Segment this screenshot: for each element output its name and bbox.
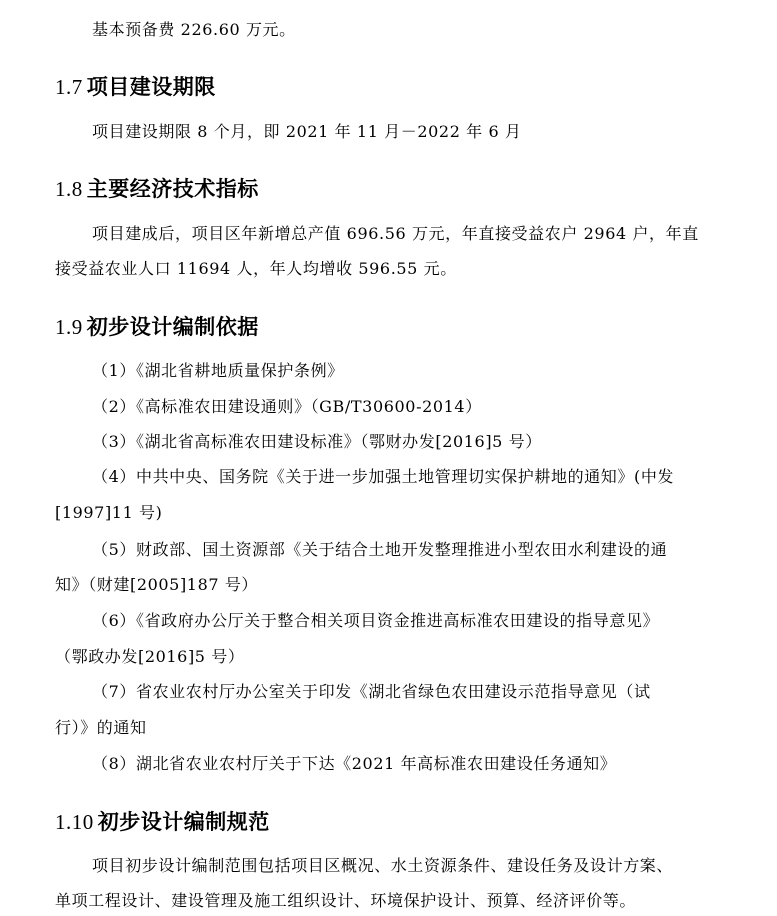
- basis-item-5-line-2: 知》（财建[2005]187 号）: [55, 575, 259, 594]
- basis-item-8: （8）湖北省农业农村厅关于下达《2021 年高标准农田建设任务通知》: [92, 754, 617, 773]
- basis-item-4-line-2: [1997]11 号): [55, 503, 163, 522]
- basis-item-1: （1）《湖北省耕地质量保护条例》: [92, 361, 344, 380]
- budget-paragraph: 基本预备费 226.60 万元。: [92, 20, 296, 39]
- period-paragraph: 项目建设期限 8 个月，即 2021 年 11 月－2022 年 6 月: [92, 122, 522, 141]
- basis-item-2: （2）《高标准农田建设通则》（GB/T30600-2014）: [92, 397, 482, 416]
- section-number: 1.7: [55, 75, 83, 99]
- section-title: 初步设计编制规范: [97, 810, 270, 834]
- section-heading-1-8: [55, 176, 259, 202]
- basis-item-6-line-1: （6）《省政府办公厅关于整合相关项目资金推进高标准农田建设的指导意见》: [92, 611, 660, 630]
- basis-item-6-line-2: （鄂政办发[2016]5 号）: [55, 647, 245, 666]
- section-number: 1.9: [55, 315, 83, 339]
- econ-paragraph-line-2: 接受益农业人口 11694 人，年人均增收 596.55 元。: [55, 259, 457, 278]
- section-title: 初步设计编制依据: [86, 315, 259, 339]
- basis-item-7-line-2: 行）》的通知: [55, 718, 147, 737]
- basis-item-5-line-1: （5）财政部、国土资源部《关于结合土地开发整理推进小型农田水利建设的通: [92, 540, 668, 559]
- section-heading-1-9: [55, 314, 259, 340]
- section-heading-1-10: [55, 809, 270, 835]
- section-number: 1.10: [55, 810, 94, 834]
- basis-item-3: （3）《湖北省高标准农田建设标准》（鄂财办发[2016]5 号）: [92, 432, 542, 451]
- basis-item-7-line-1: （7）省农业农村厅办公室关于印发《湖北省绿色农田建设示范指导意见（试: [92, 682, 651, 701]
- section-title: 项目建设期限: [86, 75, 216, 99]
- basis-item-4-line-1: （4）中共中央、国务院《关于进一步加强土地管理切实保护耕地的通知》(中发: [92, 467, 675, 486]
- norm-paragraph-line-1: 项目初步设计编制范围包括项目区概况、水土资源条件、建设任务及设计方案、: [92, 856, 674, 875]
- norm-paragraph-line-2: 单项工程设计、建设管理及施工组织设计、环境保护设计、预算、经济评价等。: [55, 891, 637, 910]
- section-title: 主要经济技术指标: [86, 177, 259, 201]
- section-heading-1-7: [55, 74, 216, 100]
- section-number: 1.8: [55, 177, 83, 201]
- econ-paragraph-line-1: 项目建成后，项目区年新增总产值 696.56 万元，年直接受益农户 2964 户，年直: [92, 224, 699, 243]
